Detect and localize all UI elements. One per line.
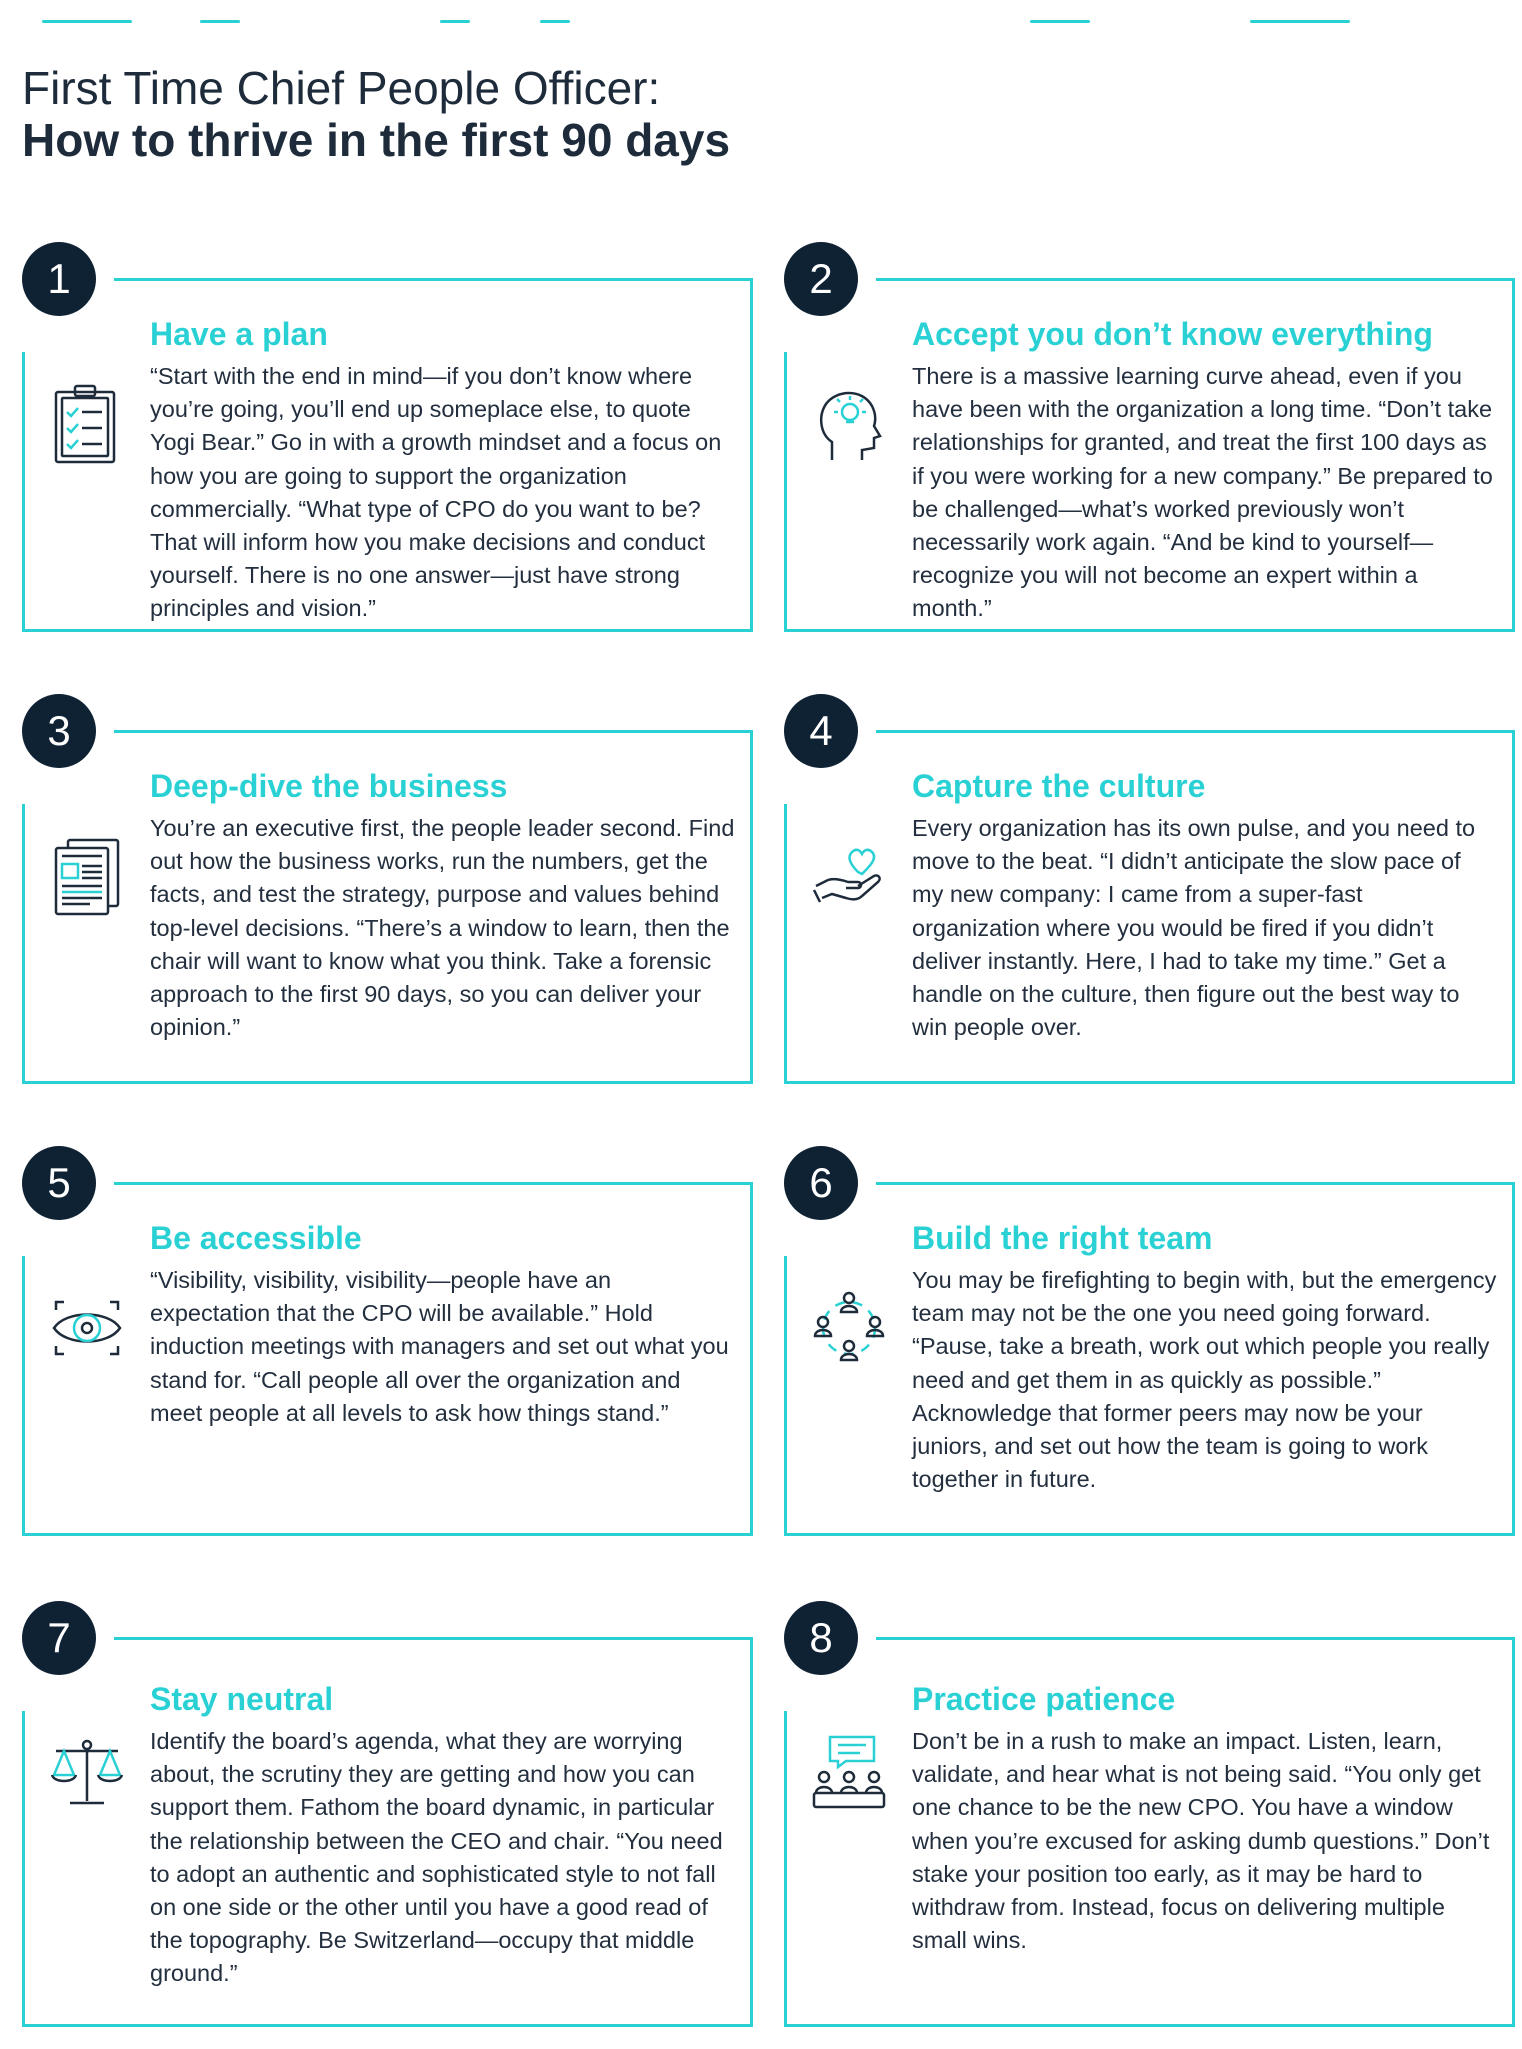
card-number: 7	[22, 1601, 96, 1675]
card-heading: Accept you don’t know everything	[912, 316, 1433, 352]
card-number: 2	[784, 242, 858, 316]
audience-presentation-icon	[812, 1731, 886, 1815]
card-heading: Stay neutral	[150, 1681, 334, 1717]
report-documents-icon	[50, 834, 124, 918]
card-number: 6	[784, 1146, 858, 1220]
page-title-line1: First Time Chief People Officer:	[22, 62, 661, 114]
card-heading: Have a plan	[150, 316, 328, 352]
card-heading: Be accessible	[150, 1220, 362, 1256]
hand-heart-icon	[812, 834, 886, 918]
tip-card	[784, 1601, 1515, 2027]
tip-card	[22, 694, 753, 1084]
card-number: 3	[22, 694, 96, 768]
card-body: There is a massive learning curve ahead, even if you have been with the organization a long time. “Don’t take relationships for granted, and treat the first 100 days as if you were working for a new company.” Be prepared to be challenged—what’s worked previously won’t necessarily work again. “And be kind to yourself—recognize you will not become an expert within a month.”	[912, 363, 1493, 622]
top-decoration-line	[1250, 20, 1350, 23]
card-number: 4	[784, 694, 858, 768]
card-heading: Practice patience	[912, 1681, 1176, 1717]
top-decoration-line	[42, 20, 132, 23]
card-body: “Visibility, visibility, visibility—people have an expectation that the CPO will be available.” Hold induction meetings with managers and set out what you stand for. “Call people all over the organization and meet people at all levels to ask how things stand.”	[150, 1267, 729, 1426]
top-decoration-line	[540, 20, 570, 23]
tip-card	[784, 242, 1515, 632]
card-number: 5	[22, 1146, 96, 1220]
head-lightbulb-icon	[812, 382, 886, 466]
top-decoration-line	[200, 20, 240, 23]
tip-card	[22, 1601, 753, 2027]
balance-scale-icon	[50, 1731, 124, 1815]
card-body: Don’t be in a rush to make an impact. Listen, learn, validate, and hear what is not being said. “You only get one chance to be the new CPO. You have a window when you’re excused for asking dumb questions.” Don’t stake your position too early, as it may be hard to withdraw from. Instead, focus on delivering multiple small wins.	[912, 1728, 1490, 1954]
card-body: You may be firefighting to begin with, but the emergency team may not be the one you need going forward. “Pause, take a breath, work out which people you really need and get them in as quickly as possible.” Acknowledge that former peers may now be your juniors, and set out how the team is going to work together in future.	[912, 1267, 1497, 1493]
clipboard-checklist-icon	[50, 382, 124, 466]
card-number: 1	[22, 242, 96, 316]
tip-card	[22, 242, 753, 632]
top-decoration-line	[440, 20, 470, 23]
card-body: “Start with the end in mind—if you don’t know where you’re going, you’ll end up someplace else, to quote Yogi Bear.” Go in with a growth mindset and a focus on how you are going to support the organization commercially. “What type of CPO do you want to be? That will inform how you make decisions and conduct yourself. There is no one answer—just have strong principles and vision.”	[150, 363, 722, 622]
card-heading: Capture the culture	[912, 768, 1206, 804]
tip-card	[784, 694, 1515, 1084]
card-body: Every organization has its own pulse, and you need to move to the beat. “I didn’t anticipate the slow pace of my new company: I came from a super-fast organization where you would be fired if you didn’t deliver instantly. Here, I had to take my time.” Get a handle on the culture, then figure out the best way to win people over.	[912, 815, 1476, 1041]
card-heading: Build the right team	[912, 1220, 1213, 1256]
page-title	[22, 62, 730, 166]
tip-card	[784, 1146, 1515, 1536]
card-body: Identify the board’s agenda, what they are worrying about, the scrutiny they are getting and how you can support them. Fathom the board dynamic, in particular the relationship between the CEO and chair. “You need to adopt an authentic and sophisticated style to not fall on one side or the other until you have a good read of the topography. Be Switzerland—occupy that middle ground.”	[150, 1728, 723, 1987]
card-body: You’re an executive first, the people leader second. Find out how the business works, run the numbers, get the facts, and test the strategy, purpose and values behind top-level decisions. “There’s a window to learn, then the chair will want to know what you think. Take a forensic approach to the first 90 days, so you can deliver your opinion.”	[150, 815, 735, 1041]
page-title-line2: How to thrive in the first 90 days	[22, 114, 731, 166]
card-heading: Deep-dive the business	[150, 768, 508, 804]
eye-focus-icon	[50, 1286, 124, 1370]
card-number: 8	[784, 1601, 858, 1675]
tip-card	[22, 1146, 753, 1536]
top-decoration-line	[1030, 20, 1090, 23]
team-circle-icon	[812, 1286, 886, 1370]
